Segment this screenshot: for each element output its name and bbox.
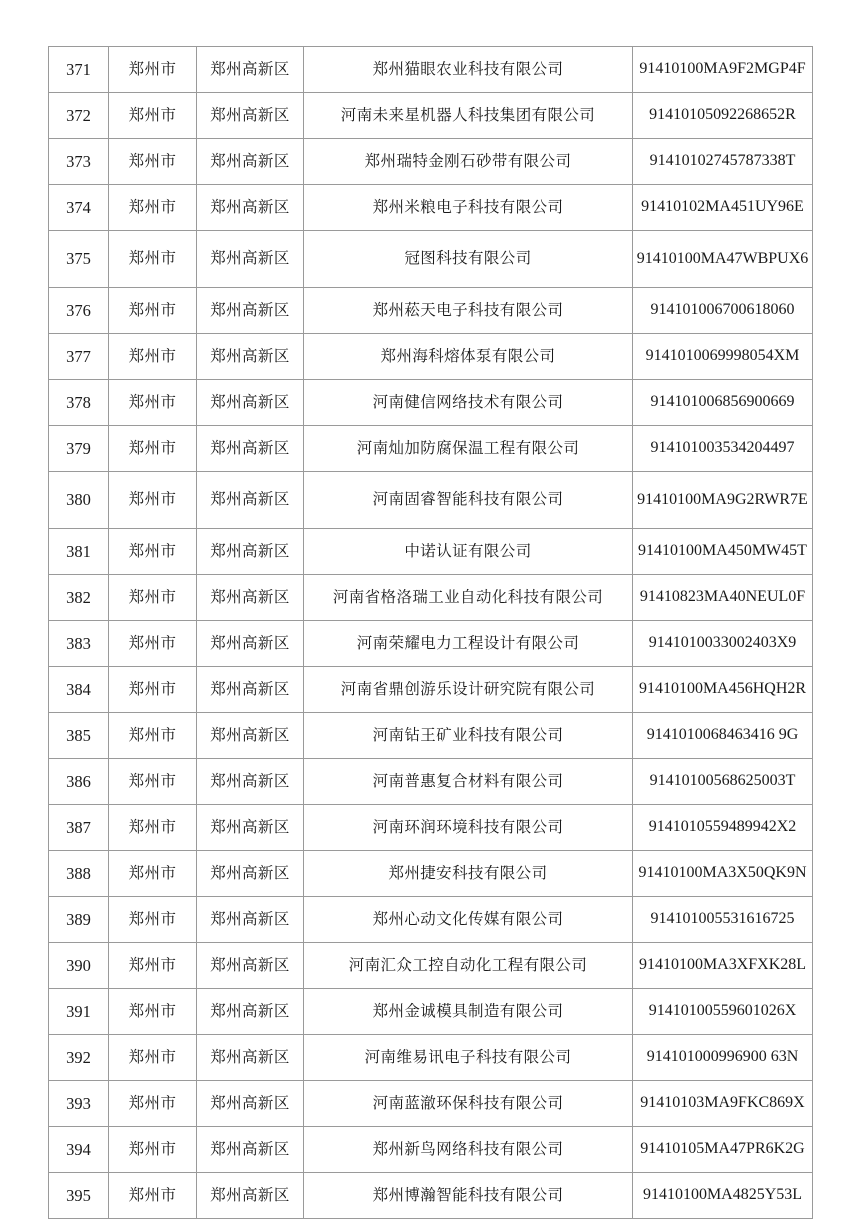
cell-sequence-number: 381: [49, 529, 109, 575]
cell-city: 郑州市: [109, 47, 197, 93]
cell-company-name: 郑州菘天电子科技有限公司: [304, 288, 633, 334]
table-row: [49, 805, 813, 851]
cell-district: 郑州高新区: [197, 472, 304, 529]
cell-district: 郑州高新区: [197, 713, 304, 759]
cell-credit-code: 91410100MA47WBPUX6: [633, 231, 813, 288]
cell-district: 郑州高新区: [197, 805, 304, 851]
cell-credit-code: 91410100MA3XFXK28L: [633, 943, 813, 989]
cell-district: 郑州高新区: [197, 426, 304, 472]
cell-credit-code: 91410823MA40NEUL0F: [633, 575, 813, 621]
cell-district: 郑州高新区: [197, 47, 304, 93]
cell-credit-code: 91410105MA47PR6K2G: [633, 1127, 813, 1173]
table-row: [49, 380, 813, 426]
cell-company-name: 河南环润环境科技有限公司: [304, 805, 633, 851]
cell-sequence-number: 386: [49, 759, 109, 805]
cell-credit-code: 91410100MA456HQH2R: [633, 667, 813, 713]
cell-district: 郑州高新区: [197, 667, 304, 713]
cell-sequence-number: 379: [49, 426, 109, 472]
cell-city: 郑州市: [109, 426, 197, 472]
cell-sequence-number: 380: [49, 472, 109, 529]
table-row: [49, 288, 813, 334]
table-row: [49, 759, 813, 805]
cell-credit-code: 91410100MA4825Y53L: [633, 1173, 813, 1219]
cell-company-name: 河南维易讯电子科技有限公司: [304, 1035, 633, 1081]
cell-district: 郑州高新区: [197, 621, 304, 667]
cell-company-name: 河南未来星机器人科技集团有限公司: [304, 93, 633, 139]
cell-company-name: 河南固睿智能科技有限公司: [304, 472, 633, 529]
cell-credit-code: 914101005531616725: [633, 897, 813, 943]
cell-sequence-number: 392: [49, 1035, 109, 1081]
table-row: [49, 713, 813, 759]
cell-city: 郑州市: [109, 1173, 197, 1219]
cell-sequence-number: 384: [49, 667, 109, 713]
table-row: [49, 897, 813, 943]
cell-company-name: 郑州海科熔体泵有限公司: [304, 334, 633, 380]
cell-company-name: 河南荣耀电力工程设计有限公司: [304, 621, 633, 667]
cell-company-name: 郑州心动文化传媒有限公司: [304, 897, 633, 943]
cell-credit-code: 91410100MA9F2MGP4F: [633, 47, 813, 93]
cell-company-name: 河南省鼎创游乐设计研究院有限公司: [304, 667, 633, 713]
cell-city: 郑州市: [109, 380, 197, 426]
cell-district: 郑州高新区: [197, 989, 304, 1035]
cell-sequence-number: 376: [49, 288, 109, 334]
cell-district: 郑州高新区: [197, 1081, 304, 1127]
cell-sequence-number: 371: [49, 47, 109, 93]
cell-sequence-number: 378: [49, 380, 109, 426]
cell-district: 郑州高新区: [197, 185, 304, 231]
cell-company-name: 冠图科技有限公司: [304, 231, 633, 288]
cell-district: 郑州高新区: [197, 1127, 304, 1173]
cell-city: 郑州市: [109, 805, 197, 851]
cell-credit-code: 9141010559489942X2: [633, 805, 813, 851]
document-page: [48, 46, 812, 1219]
table-row: [49, 529, 813, 575]
cell-sequence-number: 374: [49, 185, 109, 231]
cell-district: 郑州高新区: [197, 575, 304, 621]
cell-city: 郑州市: [109, 667, 197, 713]
table-row: [49, 1127, 813, 1173]
cell-city: 郑州市: [109, 1035, 197, 1081]
cell-credit-code: 91410100MA3X50QK9N: [633, 851, 813, 897]
cell-sequence-number: 383: [49, 621, 109, 667]
cell-sequence-number: 385: [49, 713, 109, 759]
cell-district: 郑州高新区: [197, 231, 304, 288]
cell-district: 郑州高新区: [197, 334, 304, 380]
table-row: [49, 334, 813, 380]
cell-sequence-number: 390: [49, 943, 109, 989]
cell-city: 郑州市: [109, 943, 197, 989]
cell-city: 郑州市: [109, 897, 197, 943]
cell-sequence-number: 387: [49, 805, 109, 851]
cell-district: 郑州高新区: [197, 380, 304, 426]
cell-company-name: 河南汇众工控自动化工程有限公司: [304, 943, 633, 989]
cell-district: 郑州高新区: [197, 943, 304, 989]
table-row: [49, 426, 813, 472]
cell-company-name: 郑州猫眼农业科技有限公司: [304, 47, 633, 93]
cell-district: 郑州高新区: [197, 851, 304, 897]
cell-company-name: 中诺认证有限公司: [304, 529, 633, 575]
table-row: [49, 1081, 813, 1127]
cell-district: 郑州高新区: [197, 288, 304, 334]
table-row: [49, 621, 813, 667]
cell-sequence-number: 375: [49, 231, 109, 288]
cell-city: 郑州市: [109, 621, 197, 667]
cell-district: 郑州高新区: [197, 759, 304, 805]
cell-district: 郑州高新区: [197, 529, 304, 575]
cell-company-name: 郑州博瀚智能科技有限公司: [304, 1173, 633, 1219]
table-row: [49, 943, 813, 989]
cell-district: 郑州高新区: [197, 1035, 304, 1081]
cell-district: 郑州高新区: [197, 897, 304, 943]
table-row: [49, 667, 813, 713]
table-row: [49, 1173, 813, 1219]
cell-city: 郑州市: [109, 288, 197, 334]
cell-city: 郑州市: [109, 759, 197, 805]
cell-city: 郑州市: [109, 713, 197, 759]
table-row: [49, 47, 813, 93]
cell-company-name: 河南灿加防腐保温工程有限公司: [304, 426, 633, 472]
cell-credit-code: 91410100MA450MW45T: [633, 529, 813, 575]
cell-sequence-number: 393: [49, 1081, 109, 1127]
cell-credit-code: 914101006856900669: [633, 380, 813, 426]
table-row: [49, 185, 813, 231]
cell-sequence-number: 391: [49, 989, 109, 1035]
cell-sequence-number: 394: [49, 1127, 109, 1173]
cell-sequence-number: 389: [49, 897, 109, 943]
cell-credit-code: 91410100MA9G2RWR7E: [633, 472, 813, 529]
cell-company-name: 河南省格洛瑞工业自动化科技有限公司: [304, 575, 633, 621]
cell-credit-code: 91410100559601026X: [633, 989, 813, 1035]
cell-company-name: 郑州新鸟网络科技有限公司: [304, 1127, 633, 1173]
cell-sequence-number: 382: [49, 575, 109, 621]
table-row: [49, 989, 813, 1035]
cell-city: 郑州市: [109, 575, 197, 621]
cell-company-name: 河南普惠复合材料有限公司: [304, 759, 633, 805]
enterprise-table: [48, 46, 813, 1219]
cell-credit-code: 91410100568625003T: [633, 759, 813, 805]
cell-sequence-number: 372: [49, 93, 109, 139]
cell-credit-code: 914101003534204497: [633, 426, 813, 472]
cell-city: 郑州市: [109, 231, 197, 288]
cell-company-name: 郑州瑞特金刚石砂带有限公司: [304, 139, 633, 185]
table-row: [49, 139, 813, 185]
cell-district: 郑州高新区: [197, 139, 304, 185]
cell-city: 郑州市: [109, 529, 197, 575]
cell-city: 郑州市: [109, 93, 197, 139]
cell-district: 郑州高新区: [197, 1173, 304, 1219]
cell-credit-code: 9141010033002403X9: [633, 621, 813, 667]
cell-credit-code: 91410102MA451UY96E: [633, 185, 813, 231]
cell-credit-code: 91410102745787338T: [633, 139, 813, 185]
table-row: [49, 575, 813, 621]
cell-credit-code: 91410105092268652R: [633, 93, 813, 139]
table-body: [49, 47, 813, 1219]
cell-city: 郑州市: [109, 851, 197, 897]
table-row: [49, 851, 813, 897]
cell-credit-code: 9141010068463416 9G: [633, 713, 813, 759]
cell-company-name: 河南钻王矿业科技有限公司: [304, 713, 633, 759]
cell-city: 郑州市: [109, 472, 197, 529]
cell-sequence-number: 388: [49, 851, 109, 897]
cell-city: 郑州市: [109, 989, 197, 1035]
cell-credit-code: 9141010069998054XM: [633, 334, 813, 380]
cell-district: 郑州高新区: [197, 93, 304, 139]
table-row: [49, 1035, 813, 1081]
cell-sequence-number: 373: [49, 139, 109, 185]
cell-sequence-number: 395: [49, 1173, 109, 1219]
cell-city: 郑州市: [109, 185, 197, 231]
cell-credit-code: 91410103MA9FKC869X: [633, 1081, 813, 1127]
cell-credit-code: 914101000996900 63N: [633, 1035, 813, 1081]
cell-company-name: 河南健信网络技术有限公司: [304, 380, 633, 426]
cell-city: 郑州市: [109, 334, 197, 380]
cell-city: 郑州市: [109, 139, 197, 185]
cell-company-name: 郑州米粮电子科技有限公司: [304, 185, 633, 231]
cell-city: 郑州市: [109, 1127, 197, 1173]
cell-sequence-number: 377: [49, 334, 109, 380]
cell-company-name: 河南蓝澈环保科技有限公司: [304, 1081, 633, 1127]
cell-city: 郑州市: [109, 1081, 197, 1127]
cell-credit-code: 914101006700618060: [633, 288, 813, 334]
table-row: [49, 231, 813, 288]
cell-company-name: 郑州捷安科技有限公司: [304, 851, 633, 897]
cell-company-name: 郑州金诚模具制造有限公司: [304, 989, 633, 1035]
table-row: [49, 93, 813, 139]
table-row: [49, 472, 813, 529]
